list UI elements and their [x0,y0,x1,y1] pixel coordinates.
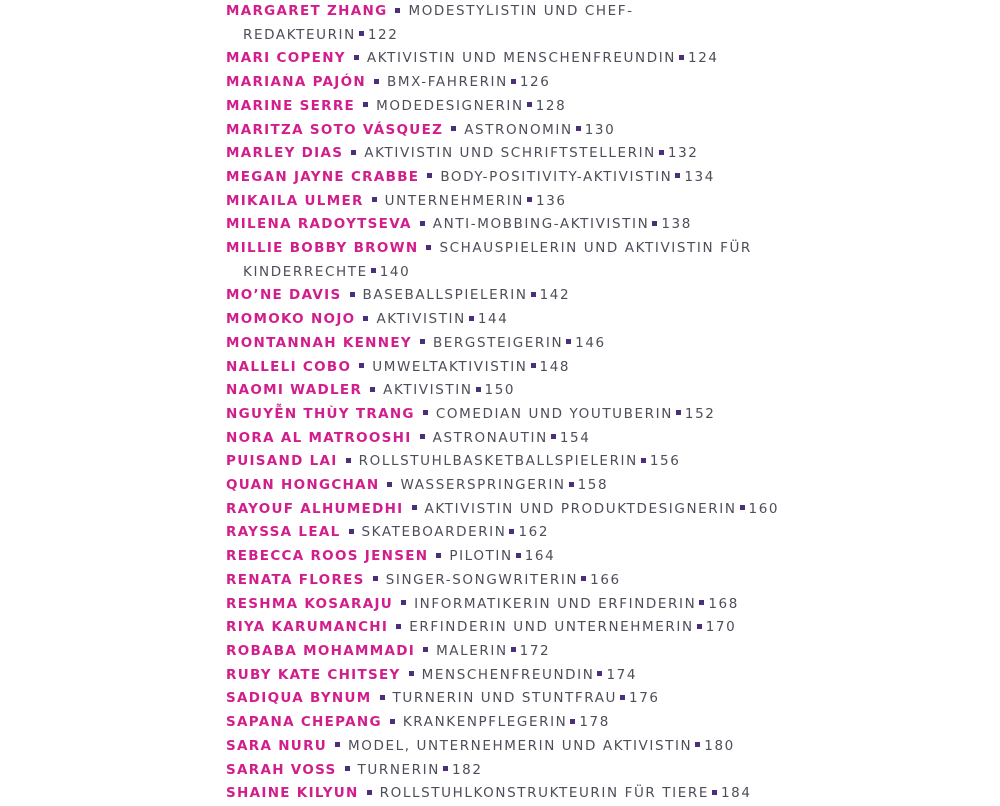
entry-description: INFORMATIKERIN UND ERFINDERIN [414,595,697,612]
bullet-icon [350,292,355,297]
toc-entry [226,593,796,617]
bullet-icon [620,695,625,700]
entry-description: MENSCHENFREUNDIN [421,666,595,683]
bullet-icon [373,576,378,581]
entry-name: MARGARET ZHANG [226,3,388,19]
entry-name: MILENA RADOYTSEVA [226,216,412,233]
bullet-icon [527,197,532,202]
entry-name: NALLELI COBO [226,358,352,375]
page-number: 140 [379,263,411,280]
entry-description-continued: REDAKTEURIN [243,26,356,43]
entry-description: TURNERIN [357,761,440,778]
bullet-icon [597,671,602,676]
page-number: 152 [684,405,716,422]
toc-entry [226,284,796,308]
page-number: 178 [579,714,610,731]
toc-entry [226,119,796,143]
page-number: 184 [720,785,752,802]
bullet-icon [372,197,377,202]
page-number: 144 [477,311,509,328]
bullet-icon [509,529,514,534]
bullet-icon [359,31,364,36]
entry-description: PILOTIN [449,548,513,565]
toc-entry [226,190,796,214]
bullet-icon [676,410,681,415]
entry-name: MOMOKO NOJO [226,311,356,328]
entry-name: SARAH VOSS [226,761,337,778]
toc-entry [226,403,796,427]
page-number: 156 [649,453,681,470]
bullet-icon [511,79,516,84]
bullet-icon [420,221,425,226]
toc-entry [226,427,796,451]
entry-description: WASSERSPRINGERIN [400,477,566,494]
bullet-icon [436,553,441,558]
bullet-icon [566,339,571,344]
entry-name: SARA NURU [226,737,328,754]
page-number: 150 [484,382,516,399]
entry-description: AKTIVISTIN UND SCHRIFTSTELLERIN [364,145,656,162]
entry-description: AKTIVISTIN [383,382,473,399]
entry-name: NORA AL MATROOSHI [226,429,412,446]
bullet-icon [712,790,717,795]
entry-name: RAYSSA LEAL [226,524,341,541]
toc-entry [226,616,796,640]
entry-description: AKTIVISTIN UND MENSCHENFREUNDIN [366,50,676,67]
bullet-icon [387,482,392,487]
toc-entry [226,735,796,759]
bullet-icon [420,339,425,344]
toc-entry [226,759,796,783]
bullet-icon [426,245,431,250]
page-number: 154 [559,429,591,446]
page-number: 176 [629,690,660,707]
page-number: 146 [575,334,606,351]
toc-entry [226,450,796,474]
page-number: 130 [584,121,616,138]
entry-description: ROLLSTUHLKONSTRUKTEURIN FÜR TIERE [379,785,709,802]
bullet-icon [531,292,536,297]
bullet-icon [409,671,414,676]
bullet-icon [527,102,532,107]
entry-description: ASTRONAUTIN [432,429,548,446]
entry-name: MO’NE DAVIS [226,287,342,304]
entry-name: REBECCA ROOS JENSEN [226,548,429,565]
bullet-icon [469,316,474,321]
toc-entry [226,569,796,593]
page-number: 168 [708,595,739,612]
bullet-icon [420,434,425,439]
entry-description: UMWELTAKTIVISTIN [372,358,528,375]
bullet-icon [576,126,581,131]
entry-name: PUISAND LAI [226,453,338,470]
toc-entry [226,545,796,569]
bullet-icon [516,553,521,558]
page-number: 166 [590,571,621,588]
bullet-icon [345,766,350,771]
table-of-contents [226,0,796,806]
entry-description: SKATEBOARDERIN [361,524,507,541]
toc-entry [226,47,796,71]
bullet-icon [695,742,700,747]
page-number: 174 [606,666,638,683]
entry-name: MIKAILA ULMER [226,192,364,209]
bullet-icon [427,173,432,178]
bullet-icon [371,268,376,273]
entry-name: QUAN HONGCHAN [226,477,380,494]
entry-description: BERGSTEIGERIN [432,334,564,351]
toc-entry [226,0,796,47]
entry-name: MARI COPENY [226,50,346,67]
bullet-icon [641,458,646,463]
entry-description: KRANKENPFLEGERIN [402,714,568,731]
entry-description: ANTI-MOBBING-AKTIVISTIN [432,216,650,233]
entry-name: MEGAN JAYNE CRABBE [226,168,420,185]
bullet-icon [697,624,702,629]
entry-name: MARINE SERRE [226,97,356,114]
bullet-icon [351,150,356,155]
toc-entry [226,379,796,403]
page-number: 138 [661,216,692,233]
page-number: 126 [519,74,551,91]
entry-description: BODY-POSITIVITY-AKTIVISTIN [440,168,673,185]
page-number: 164 [524,548,556,565]
page-number: 148 [539,358,571,375]
entry-name: RAYOUF ALHUMEDHI [226,500,404,517]
bullet-icon [652,221,657,226]
toc-entry [226,71,796,95]
page-number: 136 [536,192,567,209]
bullet-icon [396,624,401,629]
bullet-icon [581,576,586,581]
page-number: 122 [367,26,399,43]
bullet-icon [374,79,379,84]
page-number: 160 [748,500,780,517]
bullet-icon [370,387,375,392]
bullet-icon [740,505,745,510]
toc-entry [226,213,796,237]
toc-entry [226,332,796,356]
page-number: 132 [667,145,699,162]
entry-description: BMX-FAHRERIN [387,74,508,91]
bullet-icon [451,126,456,131]
bullet-icon [423,647,428,652]
entry-name: RENATA FLORES [226,571,365,588]
bullet-icon [476,387,481,392]
toc-entry [226,356,796,380]
entry-description: MODEL, UNTERNEHMERIN UND AKTIVISTIN [348,737,693,754]
bullet-icon [335,742,340,747]
toc-entry [226,166,796,190]
toc-entry [226,95,796,119]
entry-name: MARITZA SOTO VÁSQUEZ [226,121,444,138]
entry-name: SADIQUA BYNUM [226,690,372,707]
entry-description: ROLLSTUHLBASKETBALLSPIELERIN [358,453,638,470]
entry-description: ERFINDERIN UND UNTERNEHMERIN [409,619,694,636]
bullet-icon [675,173,680,178]
toc-entry [226,521,796,545]
entry-name: RESHMA KOSARAJU [226,595,394,612]
bullet-icon [423,410,428,415]
bullet-icon [346,458,351,463]
bullet-icon [354,55,359,60]
entry-name: SAPANA CHEPANG [226,714,382,731]
toc-entry [226,640,796,664]
toc-entry [226,308,796,332]
entry-description: AKTIVISTIN UND PRODUKTDESIGNERIN [424,500,737,517]
entry-name: MARIANA PAJÓN [226,74,366,91]
page-number: 170 [705,619,737,636]
entry-name: MILLIE BOBBY BROWN [226,240,419,257]
entry-description: MALERIN [436,642,508,659]
entry-description-continued: KINDERRECHTE [243,263,368,280]
bullet-icon [380,695,385,700]
bullet-icon [531,363,536,368]
entry-description: COMEDIAN UND YOUTUBERIN [435,405,673,422]
entry-description: SCHAUSPIELERIN UND AKTIVISTIN FÜR [439,240,752,257]
bullet-icon [395,8,400,13]
toc-entry [226,237,796,284]
entry-name: RIYA KARUMANCHI [226,619,389,636]
toc-entry [226,498,796,522]
entry-description: BASEBALLSPIELERIN [362,287,528,304]
toc-entry [226,711,796,735]
bullet-icon [569,482,574,487]
entry-name: MONTANNAH KENNEY [226,334,412,351]
bullet-icon [401,600,406,605]
toc-entry [226,782,796,806]
bullet-icon [367,790,372,795]
page-number: 124 [688,50,719,67]
toc-entry [226,142,796,166]
bullet-icon [363,316,368,321]
toc-entry [226,474,796,498]
toc-entry [226,687,796,711]
entry-description: MODEDESIGNERIN [376,97,524,114]
page-number: 172 [519,642,551,659]
page-number: 162 [518,524,550,541]
bullet-icon [359,363,364,368]
page-number: 180 [704,737,735,754]
toc-entry [226,664,796,688]
page-number: 158 [577,477,609,494]
bullet-icon [659,150,664,155]
page-number: 128 [535,97,567,114]
entry-name: MARLEY DIAS [226,145,344,162]
bullet-icon [511,647,516,652]
page-number: 142 [539,287,571,304]
bullet-icon [699,600,704,605]
bullet-icon [363,102,368,107]
entry-description: UNTERNEHMERIN [384,192,525,209]
entry-description: ASTRONOMIN [464,121,573,138]
page-number: 182 [451,761,483,778]
bullet-icon [551,434,556,439]
bullet-icon [349,529,354,534]
bullet-icon [570,719,575,724]
entry-name: RUBY KATE CHITSEY [226,666,401,683]
entry-name: NAOMI WADLER [226,382,363,399]
bullet-icon [679,55,684,60]
bullet-icon [390,719,395,724]
bullet-icon [443,766,448,771]
entry-description: SINGER-SONGWRITERIN [385,571,579,588]
entry-description: TURNERIN UND STUNTFRAU [392,690,618,707]
page-number: 134 [684,168,715,185]
entry-description: AKTIVISTIN [376,311,466,328]
bullet-icon [412,505,417,510]
entry-description: MODESTYLISTIN UND CHEF- [408,3,634,19]
entry-name: SHAINE KILYUN [226,785,359,802]
entry-name: ROBABA MOHAMMADI [226,642,416,659]
entry-name: NGUYỄN THÙY TRANG [226,405,415,422]
